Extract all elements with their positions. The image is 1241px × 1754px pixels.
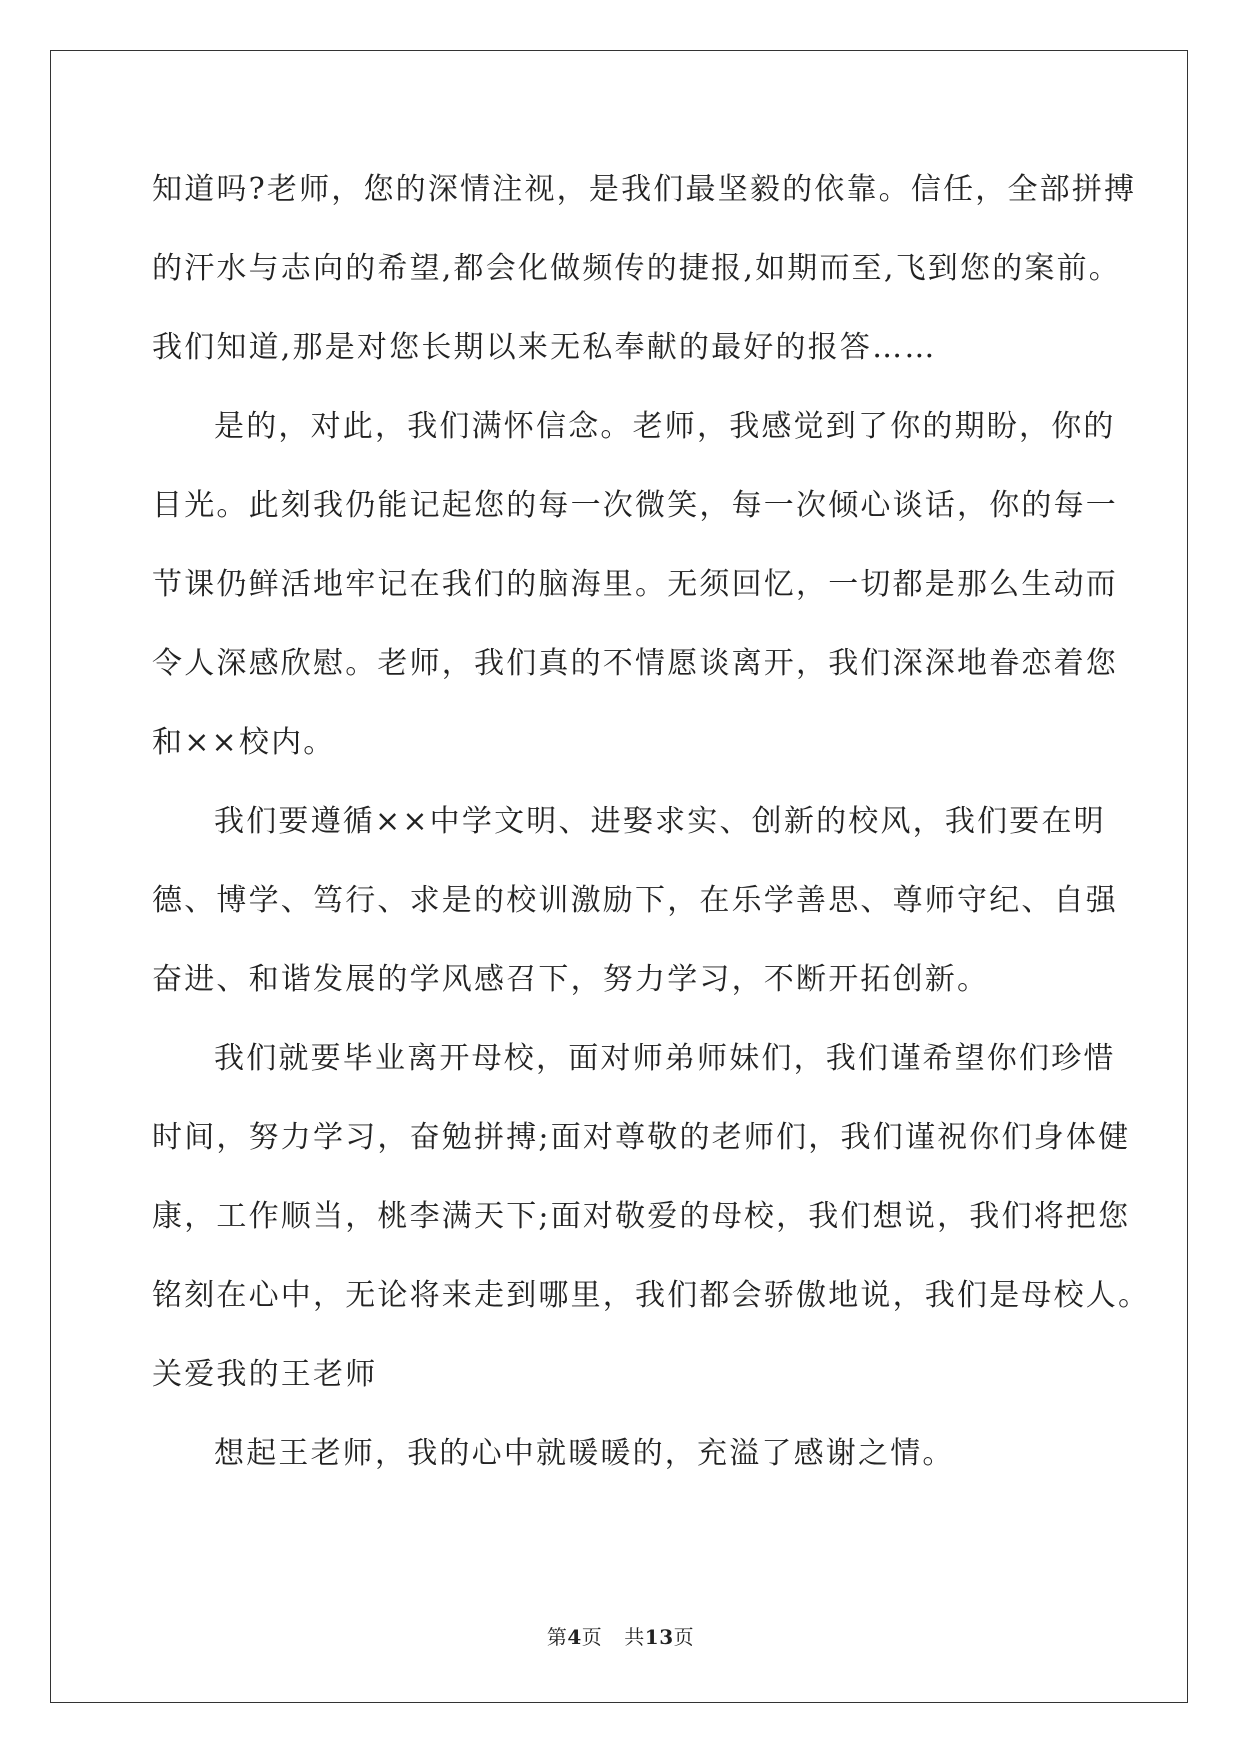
text-line: 奋进、和谐发展的学风感召下，努力学习，不断开拓创新。: [152, 962, 990, 997]
page-number: 4: [567, 1625, 582, 1649]
section-heading: 关爱我的王老师: [152, 1357, 378, 1392]
text-line: 的汗水与志向的希望,都会化做频传的捷报,如期而至,飞到您的案前。: [152, 251, 1122, 286]
text-line: 我们知道,那是对您长期以来无私奉献的最好的报答……: [152, 330, 937, 365]
text-line: 康，工作顺当，桃李满天下;面对敬爱的母校，我们想说，我们将把您: [152, 1199, 1131, 1234]
text-line: 知道吗?老师，您的深情注视，是我们最坚毅的依靠。信任，全部拼搏: [152, 172, 1137, 207]
text-line: 目光。此刻我仍能记起您的每一次微笑，每一次倾心谈话，你的每一: [152, 488, 1118, 523]
paragraph-start-line: 想起王老师，我的心中就暖暖的，充溢了感谢之情。: [214, 1436, 955, 1471]
page-footer: [0, 1621, 1241, 1650]
paragraph-start-line: 我们就要毕业离开母校，面对师弟师妹们，我们谨希望你们珍惜: [214, 1041, 1116, 1076]
paragraph-start-line: 是的，对此，我们满怀信念。老师，我感觉到了你的期盼，你的: [214, 409, 1116, 444]
footer-page-suffix: 页: [581, 1625, 603, 1649]
document-body: [152, 160, 1151, 1503]
text-line: 德、博学、笃行、求是的校训激励下，在乐学善思、尊师守纪、自强: [152, 883, 1118, 918]
text-line: 时间，努力学习，奋勉拼搏;面对尊敬的老师们，我们谨祝你们身体健: [152, 1120, 1131, 1155]
footer-total-prefix: 共: [624, 1625, 645, 1649]
text-line: 节课仍鲜活地牢记在我们的脑海里。无须回忆，一切都是那么生动而: [152, 567, 1118, 602]
footer-total-suffix: 页: [673, 1625, 695, 1649]
footer-prefix: 第: [546, 1625, 568, 1649]
total-pages: 13: [644, 1625, 674, 1649]
text-line: 和××校内。: [152, 725, 336, 760]
text-line: 令人深感欣慰。老师，我们真的不情愿谈离开，我们深深地眷恋着您: [152, 646, 1118, 681]
paragraph-start-line: 我们要遵循××中学文明、进娶求实、创新的校风，我们要在明: [214, 804, 1106, 839]
text-line: 铭刻在心中，无论将来走到哪里，我们都会骄傲地说，我们是母校人。: [152, 1278, 1151, 1313]
